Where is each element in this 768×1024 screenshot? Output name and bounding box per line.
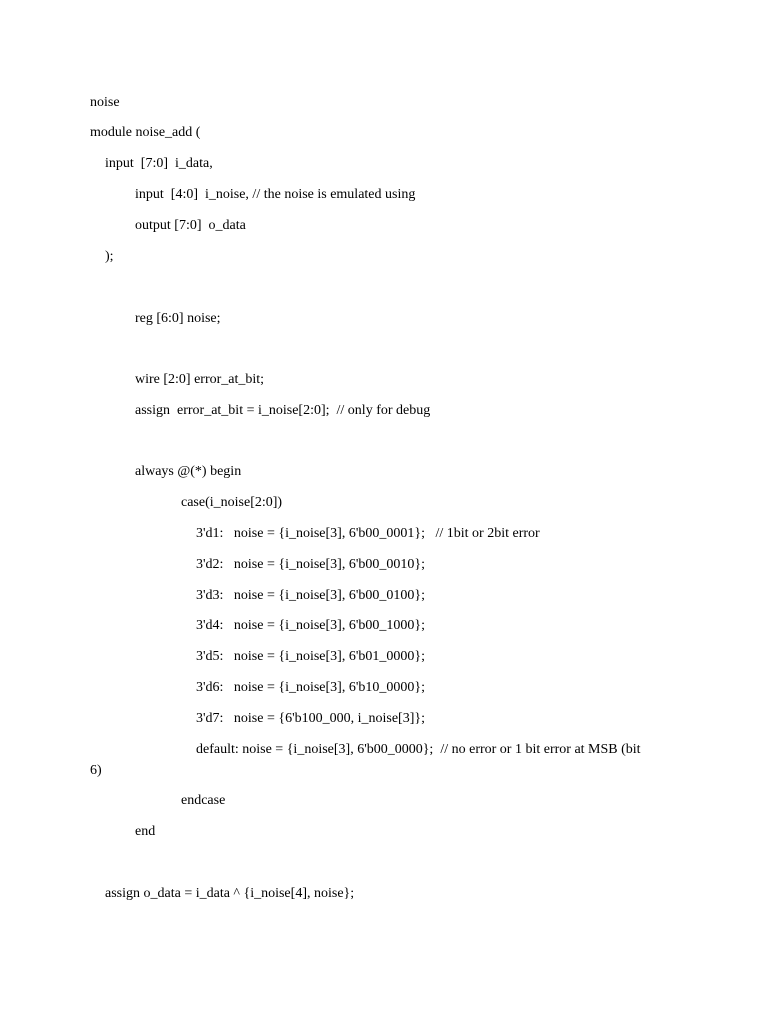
code-line: 6) bbox=[90, 763, 102, 778]
code-line: 3'd3: noise = {i_noise[3], 6'b00_0100}; bbox=[196, 588, 425, 603]
code-line: assign error_at_bit = i_noise[2:0]; // only for debug bbox=[135, 403, 431, 418]
code-line: 3'd1: noise = {i_noise[3], 6'b00_0001}; // 1bit or 2bit error bbox=[196, 526, 540, 541]
code-line: 3'd4: noise = {i_noise[3], 6'b00_1000}; bbox=[196, 618, 425, 633]
code-line: ); bbox=[105, 249, 114, 264]
code-line: 3'd6: noise = {i_noise[3], 6'b10_0000}; bbox=[196, 680, 425, 695]
code-line: input [7:0] i_data, bbox=[105, 156, 213, 171]
code-line: 3'd7: noise = {6'b100_000, i_noise[3]}; bbox=[196, 711, 425, 726]
code-line: reg [6:0] noise; bbox=[135, 311, 221, 326]
code-line: wire [2:0] error_at_bit; bbox=[135, 372, 265, 387]
code-line: default: noise = {i_noise[3], 6'b00_0000}; // no error or 1 bit error at MSB (bit bbox=[196, 742, 641, 757]
code-line: endcase bbox=[181, 793, 226, 808]
code-line: always @(*) begin bbox=[135, 464, 242, 479]
code-line: module noise_add ( bbox=[90, 125, 201, 140]
code-line: assign o_data = i_data ^ {i_noise[4], noise}; bbox=[105, 886, 355, 901]
code-line: case(i_noise[2:0]) bbox=[181, 495, 283, 510]
code-line: 3'd2: noise = {i_noise[3], 6'b00_0010}; bbox=[196, 557, 425, 572]
code-line: output [7:0] o_data bbox=[135, 218, 246, 233]
code-line: noise bbox=[90, 95, 120, 110]
code-line: 3'd5: noise = {i_noise[3], 6'b01_0000}; bbox=[196, 649, 425, 664]
code-line: end bbox=[135, 824, 156, 839]
code-line: input [4:0] i_noise, // the noise is emulated using bbox=[135, 187, 416, 202]
